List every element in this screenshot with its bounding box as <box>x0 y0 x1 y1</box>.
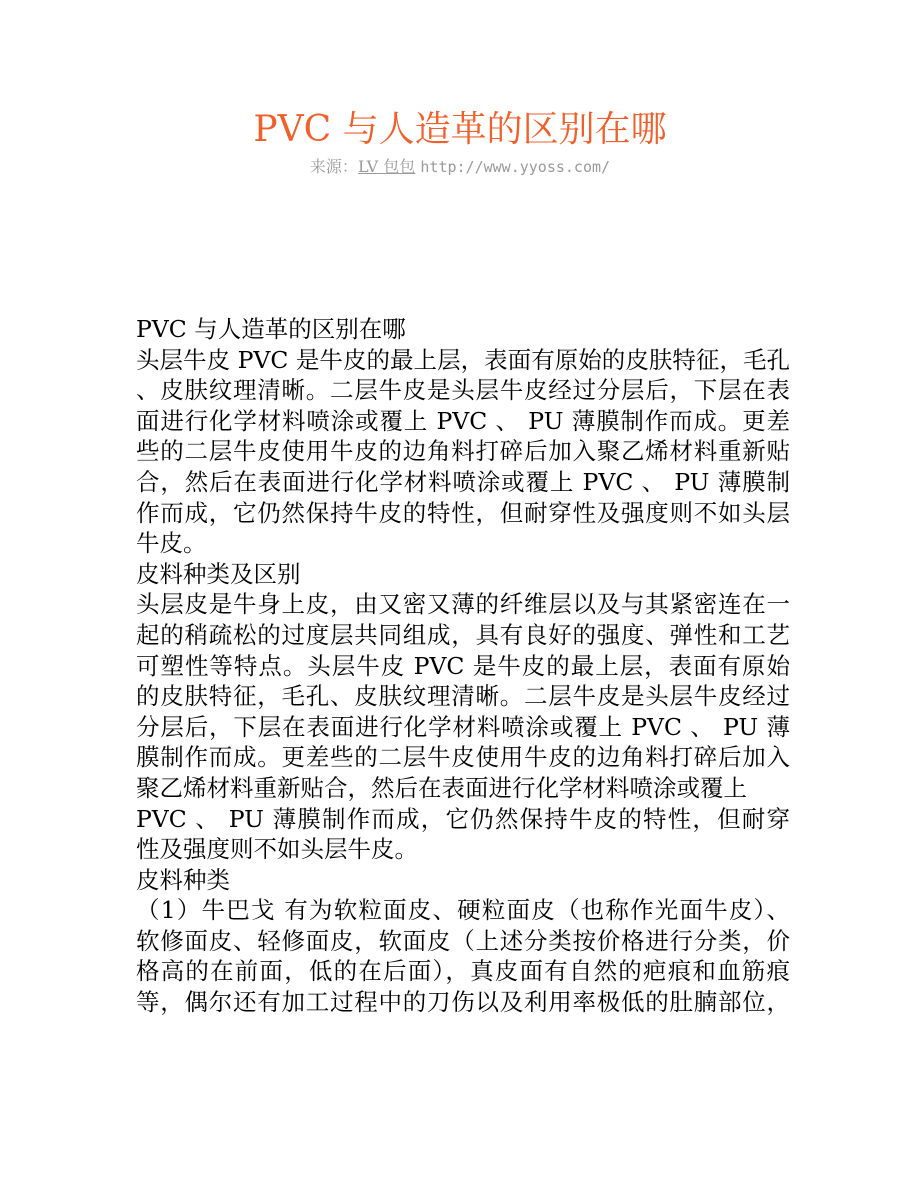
text-line: 合，然后在表面进行化学材料喷涂或覆上 PVC 、 PU 薄膜制 <box>136 467 790 496</box>
paragraph <box>136 865 790 896</box>
text-line: PVC 、 PU 薄膜制作而成，它仍然保持牛皮的特性，但耐穿 <box>136 804 790 833</box>
source-url[interactable]: http://www.yyoss.com/ <box>420 158 611 176</box>
text-line: 头层牛皮 PVC 是牛皮的最上层，表面有原始的皮肤特征，毛孔 <box>136 345 790 374</box>
text-line: 皮料种类 <box>136 865 230 894</box>
paragraph <box>136 895 790 1017</box>
paragraph <box>136 559 790 590</box>
text-line: 的皮肤特征，毛孔、皮肤纹理清晰。二层牛皮是头层牛皮经过 <box>136 682 790 711</box>
text-line: 膜制作而成。更差些的二层牛皮使用牛皮的边角料打碎后加入 <box>136 743 790 772</box>
text-line: 格高的在前面，低的在后面），真皮面有自然的疤痕和血筋痕 <box>136 957 790 986</box>
text-line: 软修面皮、轻修面皮，软面皮（上述分类按价格进行分类，价 <box>136 926 790 955</box>
text-line: 面进行化学材料喷涂或覆上 PVC 、 PU 薄膜制作而成。更差 <box>136 406 790 435</box>
text-line: 聚乙烯材料重新贴合，然后在表面进行化学材料喷涂或覆上 <box>136 773 747 802</box>
text-line: 牛皮。 <box>136 529 207 558</box>
text-line: 分层后，下层在表面进行化学材料喷涂或覆上 PVC 、 PU 薄 <box>136 712 790 741</box>
text-line: 起的稍疏松的过度层共同组成，具有良好的强度、弹性和工艺 <box>136 620 790 649</box>
source-link[interactable]: LV 包包 <box>357 157 416 176</box>
source-line <box>0 156 920 178</box>
text-line: （1）牛巴戈 有为软粒面皮、硬粒面皮（也称作光面牛皮）、 <box>136 896 790 925</box>
text-line: 、皮肤纹理清晰。二层牛皮是头层牛皮经过分层后，下层在表 <box>136 376 790 405</box>
document-title: PVC 与人造革的区别在哪 <box>253 109 667 150</box>
paragraph <box>136 314 790 345</box>
text-line: 可塑性等特点。头层牛皮 PVC 是牛皮的最上层，表面有原始 <box>136 651 790 680</box>
text-line: 些的二层牛皮使用牛皮的边角料打碎后加入聚乙烯材料重新贴 <box>136 437 790 466</box>
text-line: 皮料种类及区别 <box>136 559 301 588</box>
text-line: 性及强度则不如头层牛皮。 <box>136 835 418 864</box>
paragraph <box>136 345 790 559</box>
text-line: PVC 与人造革的区别在哪 <box>136 315 406 343</box>
text-line: 等，偶尔还有加工过程中的刀伤以及利用率极低的肚腩部位， <box>136 988 790 1017</box>
text-line: 作而成，它仍然保持牛皮的特性，但耐穿性及强度则不如头层 <box>136 498 790 527</box>
paragraph <box>136 589 790 864</box>
source-label: 来源： <box>309 157 358 176</box>
text-line: 头层皮是牛身上皮，由又密又薄的纤维层以及与其紧密连在一 <box>136 590 790 619</box>
document-body <box>136 314 790 1018</box>
